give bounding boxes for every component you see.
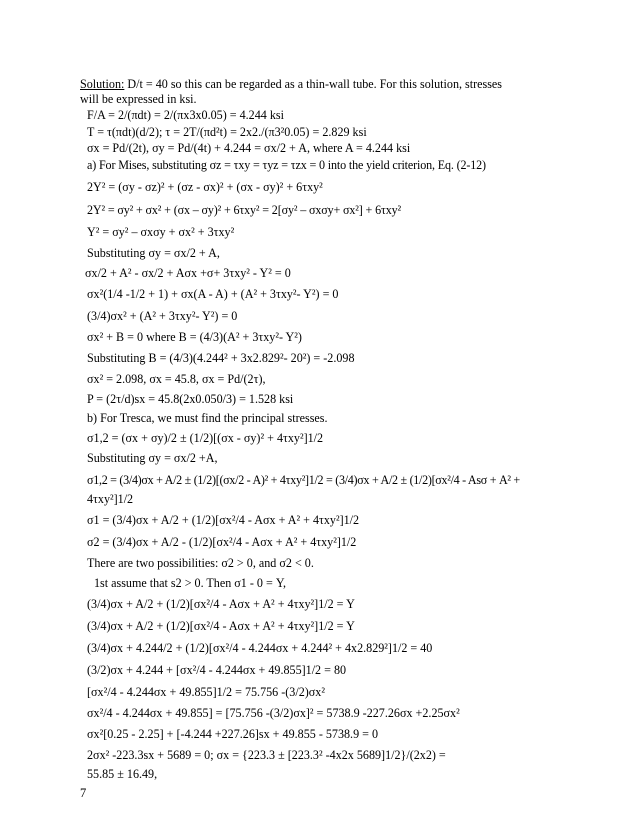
text-line: σx = Pd/(2t), σy = Pd/(4t) + 4.244 = σx/2 + A, where A = 4.244 ksi: [87, 141, 411, 155]
equation-line: 55.85 ± 16.49,: [87, 767, 158, 781]
text-line: a) For Mises, substituting σz = τxy = τyz = τzx = 0 into the yield criterion, Eq. (2-12): [87, 158, 486, 172]
equation-line: 2Y² = (σy - σz)² + (σz - σx)² + (σx - σy)² + 6τxy²: [87, 180, 323, 194]
equation-line: σx²/4 - 4.244σx + 49.855] = [75.756 -(3/2)σx]² = 5738.9 -227.26σx +2.25σx²: [87, 706, 460, 720]
equation-line: σ1 = (3/4)σx + A/2 + (1/2)[σx²/4 - Aσx + A² + 4τxy²]1/2: [87, 513, 360, 527]
equation-line: σx²[0.25 - 2.25] + [-4.244 +227.26]sx + 49.855 - 5738.9 = 0: [87, 727, 379, 741]
text-line: T = τ(πdt)(d/2); τ = 2T/(πd²t) = 2x2./(π3²0.05) = 2.829 ksi: [87, 125, 367, 139]
solution-intro-text: D/t = 40 so this can be regarded as a thin-wall tube. For this solution, stresses: [124, 77, 502, 91]
equation-line: σx² + B = 0 where B = (4/3)(A² + 3τxy²- Y²): [87, 330, 302, 344]
equation-line: σ1,2 = (σx + σy)/2 ± (1/2)[(σx - σy)² + 4τxy²]1/2: [87, 431, 324, 445]
equation-line: Y² = σy² – σxσy + σx² + 3τxy²: [87, 225, 235, 239]
equation-line: (3/4)σx² + (A² + 3τxy²- Y²) = 0: [87, 309, 238, 323]
solution-intro-line: [80, 77, 502, 92]
equation-line: σ1,2 = (3/4)σx + A/2 ± (1/2)[(σx/2 - A)² + 4τxy²]1/2 = (3/4)σx + A/2 ± (1/2)[σx²/4 - Asσ + A² +: [87, 473, 520, 487]
text-line: F/A = 2/(πdt) = 2/(πx3x0.05) = 4.244 ksi: [87, 108, 284, 122]
equation-line: (3/4)σx + A/2 + (1/2)[σx²/4 - Aσx + A² + 4τxy²]1/2 = Y: [87, 619, 355, 633]
page-number: 7: [80, 786, 87, 800]
equation-line: (3/4)σx + A/2 + (1/2)[σx²/4 - Aσx + A² + 4τxy²]1/2 = Y: [87, 597, 355, 611]
equation-line: σx²(1/4 -1/2 + 1) + σx(A - A) + (A² + 3τxy²- Y²) = 0: [87, 287, 339, 301]
text-line: will be expressed in ksi.: [80, 92, 197, 106]
equation-line: 2σx² -223.3sx + 5689 = 0; σx = {223.3 ± [223.3² -4x2x 5689]1/2}/(2x2) =: [87, 748, 446, 762]
equation-line: σx² = 2.098, σx = 45.8, σx = Pd/(2τ),: [87, 372, 266, 386]
text-line: There are two possibilities: σ2 > 0, and σ2 < 0.: [87, 556, 314, 570]
equation-line: Substituting B = (4/3)(4.244² + 3x2.829²- 20²) = -2.098: [87, 351, 355, 365]
equation-line: (3/4)σx + 4.244/2 + (1/2)[σx²/4 - 4.244σx + 4.244² + 4x2.829²]1/2 = 40: [87, 641, 433, 655]
equation-line: [σx²/4 - 4.244σx + 49.855]1/2 = 75.756 -(3/2)σx²: [87, 685, 325, 699]
text-line: b) For Tresca, we must find the principal stresses.: [87, 411, 328, 425]
text-line: Substituting σy = σx/2 + A,: [87, 246, 220, 260]
equation-line: 2Y² = σy² + σx² + (σx – σy)² + 6τxy² = 2[σy² – σxσy+ σx²] + 6τxy²: [87, 203, 401, 217]
text-line: Substituting σy = σx/2 +A,: [87, 451, 218, 465]
solution-label: Solution:: [80, 77, 125, 91]
equation-line: (3/2)σx + 4.244 + [σx²/4 - 4.244σx + 49.855]1/2 = 80: [87, 663, 347, 677]
equation-line: σx/2 + A² - σx/2 + Aσx +σ+ 3τxy² - Y² = 0: [85, 266, 291, 280]
text-line: 1st assume that s2 > 0. Then σ1 - 0 = Y,: [94, 576, 287, 590]
equation-line: P = (2τ/d)sx = 45.8(2x0.050/3) = 1.528 ksi: [87, 392, 294, 406]
equation-line: σ2 = (3/4)σx + A/2 - (1/2)[σx²/4 - Aσx + A² + 4τxy²]1/2: [87, 535, 357, 549]
equation-line: 4τxy²]1/2: [87, 492, 134, 506]
